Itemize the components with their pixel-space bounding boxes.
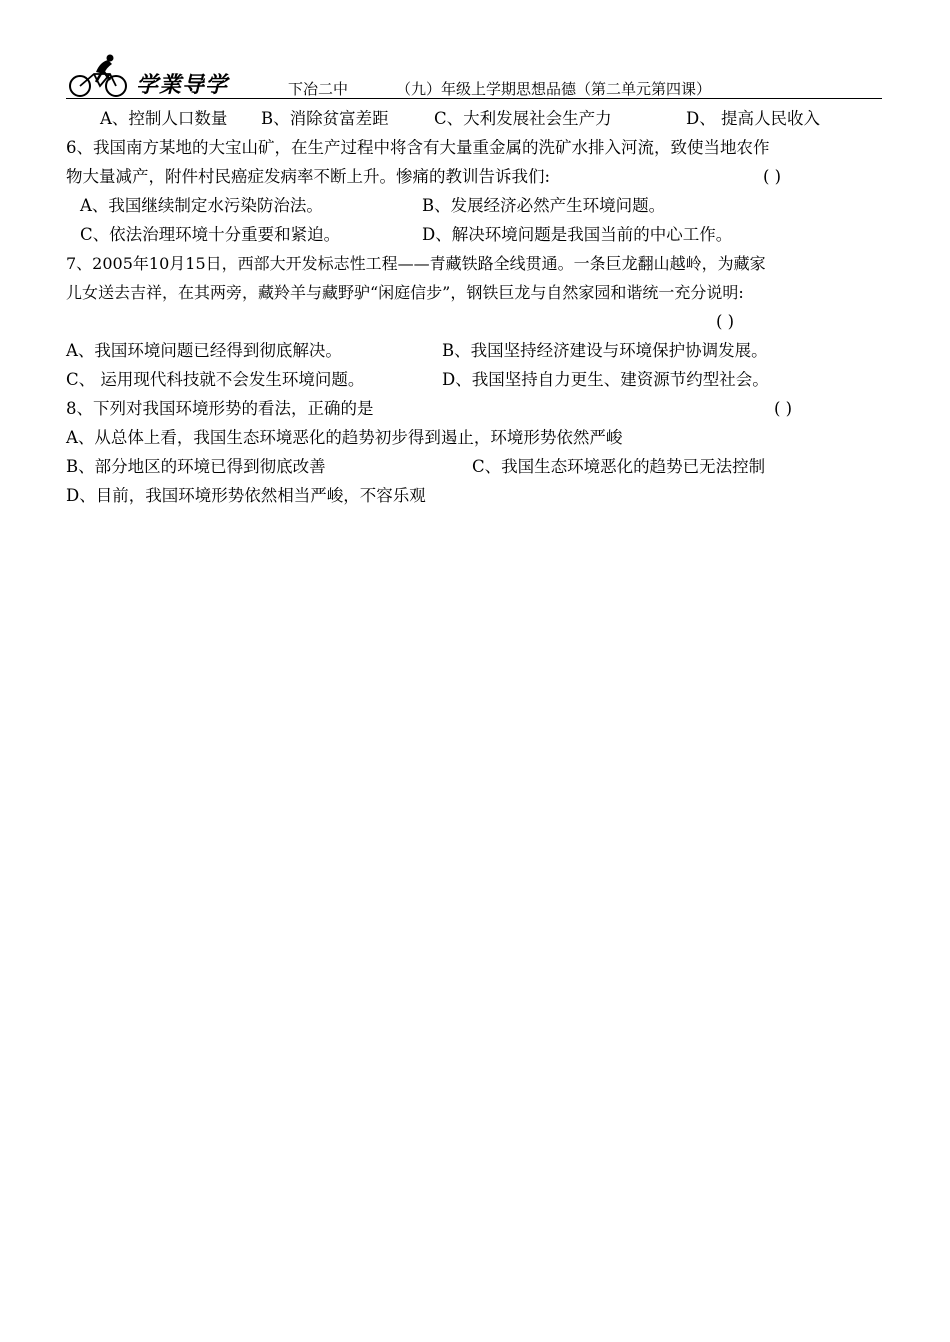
q7-option-c: C、 运用现代科技就不会发生环境问题。	[66, 370, 365, 389]
q6-options-row2	[66, 220, 886, 249]
q7-option-b: B、我国坚持经济建设与环境保护协调发展。	[442, 341, 768, 360]
q7-option-d: D、我国坚持自力更生、建资源节约型社会。	[442, 370, 769, 389]
q7-option-a: A、我国环境问题已经得到彻底解决。	[66, 341, 342, 360]
q8-option-a: A、从总体上看，我国生态环境恶化的趋势初步得到遏止，环境形势依然严峻	[66, 428, 623, 447]
course-title: （九）年级上学期思想品德（第二单元第四课）	[396, 80, 712, 98]
q6-option-b: B、发展经济必然产生环境问题。	[422, 196, 666, 215]
q7-options-row1	[66, 336, 886, 365]
q8-answer-blank: ( )	[774, 399, 793, 418]
q6-options-row1	[66, 191, 886, 220]
q7-stem-line2: 儿女送去吉祥，在其两旁，藏羚羊与藏野驴“闲庭信步”，钢铁巨龙与自然家园和谐统一充分说明:	[66, 283, 744, 302]
question-list	[66, 104, 886, 510]
school-name: 下冶二中	[288, 80, 349, 98]
logo-text: 学業导学	[136, 72, 229, 98]
header-divider	[66, 98, 882, 99]
q7-stem-line1: 7、2005年10月15日，西部大开发标志性工程——青藏铁路全线贯通。一条巨龙翻山越岭，为藏家	[66, 254, 766, 273]
q7-answer-row	[66, 307, 886, 336]
q6-option-a: A、我国继续制定水污染防治法。	[80, 196, 323, 215]
q5-option-d: D、 提高人民收入	[686, 109, 820, 128]
cyclist-logo-icon	[66, 54, 132, 98]
q7-options-row2	[66, 365, 886, 394]
page-header	[66, 54, 882, 100]
q6-stem-text: 物大量减产，附件村民癌症发病率不断上升。惨痛的教训告诉我们:	[66, 167, 551, 186]
q8-options-row2	[66, 452, 886, 481]
q6-stem-line2	[66, 162, 886, 191]
q5-options	[66, 104, 886, 133]
q8-option-d: D、目前，我国环境形势依然相当严峻，不容乐观	[66, 486, 426, 505]
q8-stem-text: 8、下列对我国环境形势的看法，正确的是	[66, 399, 374, 418]
q5-option-a: A、控制人口数量	[100, 109, 228, 128]
q8-option-c: C、我国生态环境恶化的趋势已无法控制	[472, 457, 766, 476]
q8-option-b: B、部分地区的环境已得到彻底改善	[66, 457, 326, 476]
q6-answer-blank: ( )	[763, 167, 782, 186]
q8-stem-line	[66, 394, 886, 423]
q6-option-d: D、解决环境问题是我国当前的中心工作。	[422, 225, 733, 244]
q5-option-b: B、消除贫富差距	[261, 109, 389, 128]
q6-option-c: C、依法治理环境十分重要和紧迫。	[80, 225, 341, 244]
q5-option-c: C、大利发展社会生产力	[434, 109, 612, 128]
q7-answer-blank: ( )	[716, 312, 735, 331]
q6-stem-line1: 6、我国南方某地的大宝山矿，在生产过程中将含有大量重金属的洗矿水排入河流，致使当地农作	[66, 138, 770, 157]
